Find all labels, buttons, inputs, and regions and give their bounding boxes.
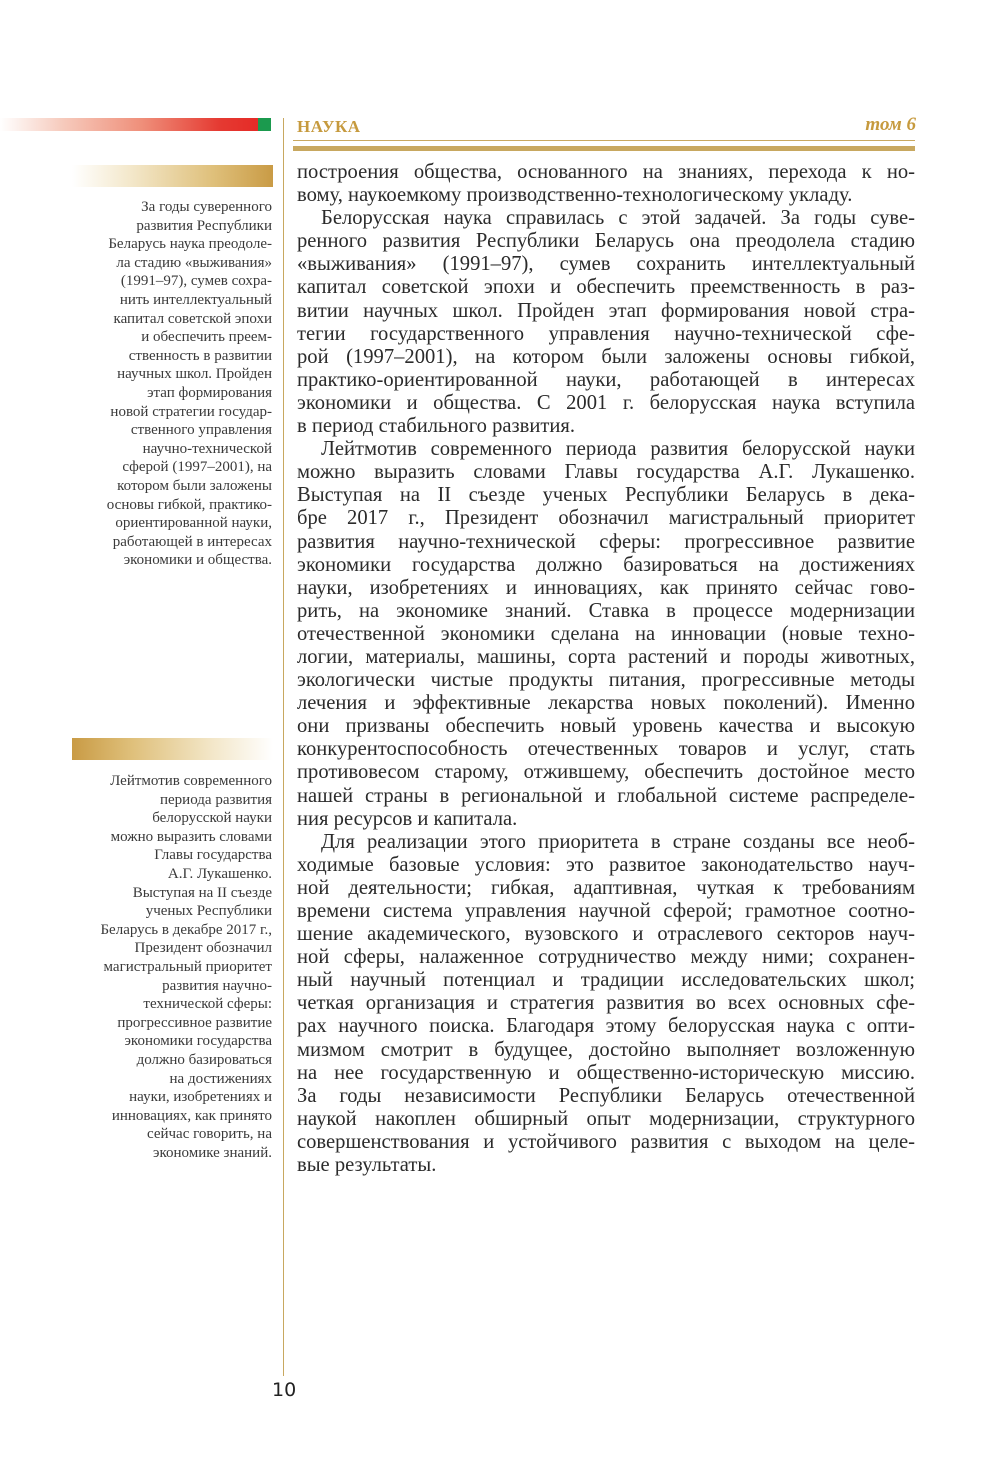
text-line: ный научный потенциал и традиции исследовательских школ; bbox=[297, 969, 915, 992]
sidenote-line: Беларусь наука преодоле- bbox=[108, 236, 272, 253]
text-line: на нее государственную и общественно-историческую миссию. bbox=[297, 1061, 915, 1084]
text-line: логии, материалы, машины, сорта растений и породы животных, bbox=[297, 645, 915, 668]
text-line: витии научных школ. Пройден этап формирования новой стра- bbox=[297, 299, 915, 322]
sidenote-line: белорусской науки bbox=[152, 810, 272, 827]
text-line: наукой накоплен обширный опыт модернизации, структурного bbox=[297, 1107, 915, 1130]
text-line: развития научно-технической сферы: прогрессивное развитие bbox=[297, 530, 915, 553]
sidenote-line: котором были заложены bbox=[117, 477, 272, 494]
sidenote-line: этап формирования bbox=[147, 384, 272, 401]
sidenote-line: экономики и общества. bbox=[123, 552, 272, 569]
sidenote-line: Беларусь в декабре 2017 г., bbox=[100, 921, 272, 938]
text-line: тегии государственного управления научно-технической сфе- bbox=[297, 322, 915, 345]
column-divider bbox=[283, 118, 284, 1376]
section-title: НАУКА bbox=[297, 117, 361, 136]
paragraph-2 bbox=[297, 207, 915, 438]
text-line: они призваны обеспечить новый уровень качества и высокую bbox=[297, 715, 915, 738]
sidenote-1 bbox=[67, 198, 272, 570]
flag-green-square bbox=[258, 118, 271, 131]
paragraph-4 bbox=[297, 831, 915, 1177]
text-line: лечения и эффективные лекарства новых поколений). Именно bbox=[297, 692, 915, 715]
text-line: капитал советской эпохи и обеспечить преемственность в раз- bbox=[297, 276, 915, 299]
sidenote-line: ла стадию «выживания» bbox=[116, 254, 272, 271]
sidenote-bar-1 bbox=[72, 165, 273, 187]
text-line: отечественной экономики сделана на инновации (новые техно- bbox=[297, 622, 915, 645]
text-line: ния ресурсов и капитала. bbox=[297, 807, 518, 830]
sidenote-line: Главы государства bbox=[154, 847, 272, 864]
text-line: построения общества, основанного на знаниях, перехода к но- bbox=[297, 161, 915, 183]
sidenote-line: ориентированной науки, bbox=[115, 515, 272, 532]
text-line: вые результаты. bbox=[297, 1154, 437, 1177]
text-line: Лейтмотив современного периода развития белорусской науки bbox=[321, 438, 915, 461]
sidenote-line: (1991–97), сумев сохра- bbox=[120, 273, 272, 290]
text-line: можно выразить словами Главы государства А.Г. Лукашенко. bbox=[297, 461, 915, 484]
sidenote-line: сферой (1997–2001), на bbox=[122, 459, 272, 476]
sidenote-line: инновациях, как принято bbox=[111, 1107, 272, 1124]
text-line: За годы независимости Республики Беларусь отечественной bbox=[297, 1084, 915, 1107]
text-line: ной сферы, налаженное сотрудничество между ними; сохранен- bbox=[297, 946, 915, 969]
text-line: Белорусская наука справилась с этой задачей. За годы суве- bbox=[321, 207, 915, 230]
sidenote-line: экономике знаний. bbox=[153, 1144, 272, 1161]
text-line: ренного развития Республики Беларусь она преодолела стадию bbox=[297, 230, 915, 253]
sidenote-line: должно базироваться bbox=[136, 1051, 272, 1068]
sidenote-line: научно-технической bbox=[142, 440, 272, 457]
sidenote-line: ственного управления bbox=[130, 422, 272, 439]
sidenote-line: работающей в интересах bbox=[112, 533, 272, 550]
main-text bbox=[297, 161, 915, 1177]
volume-label: том 6 bbox=[865, 114, 916, 135]
sidenote-line: технической сферы: bbox=[143, 996, 272, 1013]
sidenote-line: и обеспечить преем- bbox=[141, 329, 272, 346]
text-line: конкурентоспособность отечественных товаров и услуг, стать bbox=[297, 738, 915, 761]
sidenote-line: капитал советской эпохи bbox=[113, 310, 272, 327]
sidenote-line: основы гибкой, практико- bbox=[106, 496, 272, 513]
paragraph-1 bbox=[297, 161, 915, 207]
text-line: бре 2017 г., Президент обозначил магистральный приоритет bbox=[297, 507, 915, 530]
text-line: шение академического, вузовского и отраслевого секторов науч- bbox=[297, 923, 915, 946]
sidenote-bar-2 bbox=[72, 738, 273, 760]
sidenote-line: развития Республики bbox=[136, 217, 272, 234]
text-line: практико-ориентированной науки, работающей в интересах bbox=[297, 368, 915, 391]
sidenote-line: ственность в развитии bbox=[128, 347, 272, 364]
sidenote-line: новой стратегии государ- bbox=[110, 403, 272, 420]
sidenote-line: экономики государства bbox=[124, 1033, 272, 1050]
text-line: рой (1997–2001), на котором были заложены основы гибкой, bbox=[297, 345, 915, 368]
sidenote-line: можно выразить словами bbox=[110, 828, 272, 845]
sidenote-line: сейчас говорить, на bbox=[146, 1126, 272, 1143]
sidenote-line: нить интеллектуальный bbox=[119, 291, 272, 308]
text-line: экономики и общества. С 2001 г. белорусская наука вступила bbox=[297, 391, 915, 414]
sidenote-line: Лейтмотив современного bbox=[110, 773, 272, 789]
text-line: Для реализации этого приоритета в стране созданы все необ- bbox=[321, 830, 915, 853]
text-line: четкая организация и стратегия развития во всех основных сфе- bbox=[297, 992, 915, 1015]
text-line: экономики государства должно базироваться на достижениях bbox=[297, 553, 915, 576]
sidenote-line: на достижениях bbox=[169, 1070, 272, 1087]
sidenote-line: периода развития bbox=[160, 791, 272, 808]
text-line: рить, на экономике знаний. Ставка в процессе модернизации bbox=[297, 599, 915, 622]
sidenote-line: развития научно- bbox=[162, 977, 272, 994]
text-line: мизмом смотрит в будущее, достойно выполняет возложенную bbox=[297, 1038, 915, 1061]
text-line: времени система управления научной сферой; грамотное соотно- bbox=[297, 900, 915, 922]
page-number: 10 bbox=[272, 1379, 297, 1401]
sidenote-line: научных школ. Пройден bbox=[117, 366, 272, 383]
header-rule-thick bbox=[293, 146, 915, 151]
text-line: противовесом старому, отжившему, обеспечить достойное место bbox=[297, 761, 915, 784]
sidenote-line: ученых Республики bbox=[145, 903, 272, 920]
text-line: ходимые базовые условия: это развитое законодательство науч- bbox=[297, 853, 915, 876]
sidenote-line: Выступая на II съезде bbox=[132, 884, 272, 901]
header-rule-thin bbox=[293, 140, 915, 141]
text-line: совершенствования и устойчивого развития с выходом на целе- bbox=[297, 1130, 915, 1153]
text-line: Выступая на II съезде ученых Республики Беларусь в дека- bbox=[297, 484, 915, 507]
sidenote-line: Президент обозначил bbox=[134, 940, 272, 957]
text-line: «выживания» (1991–97), сумев сохранить интеллектуальный bbox=[297, 253, 915, 276]
text-line: нашей страны в региональной и глобальной системе распределе- bbox=[297, 784, 915, 807]
flag-color-strip bbox=[0, 118, 258, 131]
text-line: ной деятельности; гибкая, адаптивная, чуткая к требованиям bbox=[297, 876, 915, 899]
text-line: экологически чистые продукты питания, прогрессивные методы bbox=[297, 669, 915, 692]
sidenote-2 bbox=[67, 772, 272, 1162]
text-line: вому, наукоемкому производственно-технологическому укладу. bbox=[297, 184, 853, 207]
text-line: науки, изобретениях и инновациях, как принято сейчас гово- bbox=[297, 576, 915, 599]
text-line: в период стабильного развития. bbox=[297, 415, 576, 438]
sidenote-line: А.Г. Лукашенко. bbox=[167, 865, 272, 882]
sidenote-line: магистральный приоритет bbox=[103, 958, 272, 975]
sidenote-line: науки, изобретениях и bbox=[129, 1089, 272, 1106]
sidenote-line: прогрессивное развитие bbox=[117, 1014, 272, 1031]
paragraph-3 bbox=[297, 438, 915, 831]
sidenote-line: За годы суверенного bbox=[141, 199, 272, 215]
text-line: рах научного поиска. Благодаря этому белорусская наука с опти- bbox=[297, 1015, 915, 1038]
